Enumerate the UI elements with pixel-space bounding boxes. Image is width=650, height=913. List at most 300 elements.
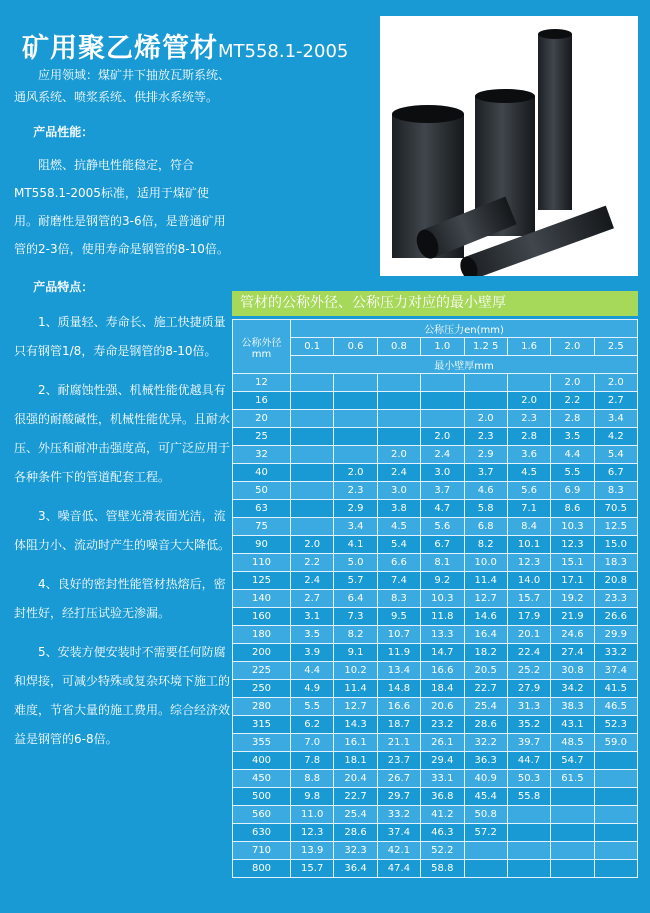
od-cell: 75	[233, 518, 291, 536]
thickness-cell: 39.7	[507, 734, 550, 752]
thickness-cell: 58.8	[421, 860, 464, 878]
thickness-cell	[594, 752, 637, 770]
thickness-cell	[594, 860, 637, 878]
thickness-cell: 8.8	[291, 770, 334, 788]
thickness-cell: 23.7	[377, 752, 420, 770]
thickness-cell: 16.1	[334, 734, 377, 752]
pipe-product-photo	[380, 16, 638, 276]
thickness-cell: 11.4	[334, 680, 377, 698]
od-cell: 630	[233, 824, 291, 842]
thickness-cell: 6.6	[377, 554, 420, 572]
thickness-cell: 11.4	[464, 572, 507, 590]
thickness-cell: 2.7	[291, 590, 334, 608]
thickness-cell: 2.8	[507, 428, 550, 446]
thickness-cell	[291, 464, 334, 482]
od-cell: 710	[233, 842, 291, 860]
pressure-value: 1.6	[507, 338, 550, 356]
od-cell: 40	[233, 464, 291, 482]
wall-thickness-table	[232, 319, 638, 878]
thickness-cell	[464, 860, 507, 878]
thickness-cell: 3.7	[464, 464, 507, 482]
thickness-cell: 24.6	[551, 626, 594, 644]
thickness-cell: 2.2	[551, 392, 594, 410]
table-row	[233, 626, 638, 644]
table-row	[233, 662, 638, 680]
thickness-cell: 2.9	[464, 446, 507, 464]
od-cell: 315	[233, 716, 291, 734]
thickness-cell: 3.9	[291, 644, 334, 662]
pressure-value: 0.6	[334, 338, 377, 356]
thickness-cell: 6.4	[334, 590, 377, 608]
thickness-cell	[291, 392, 334, 410]
thickness-cell	[507, 860, 550, 878]
thickness-cell: 27.4	[551, 644, 594, 662]
thickness-cell: 6.7	[421, 536, 464, 554]
pressure-value: 1.0	[421, 338, 464, 356]
thickness-cell: 3.4	[594, 410, 637, 428]
pressure-header: 公称压力en(mm)	[291, 320, 638, 338]
thickness-cell: 2.0	[507, 392, 550, 410]
thickness-cell: 14.3	[334, 716, 377, 734]
thickness-cell: 5.5	[291, 698, 334, 716]
thickness-cell: 10.1	[507, 536, 550, 554]
thickness-cell: 10.2	[334, 662, 377, 680]
thickness-cell: 5.4	[377, 536, 420, 554]
thickness-cell: 54.7	[551, 752, 594, 770]
thickness-cell: 46.3	[421, 824, 464, 842]
thickness-cell	[551, 824, 594, 842]
thickness-cell: 29.4	[421, 752, 464, 770]
table-row	[233, 824, 638, 842]
thickness-cell: 13.4	[377, 662, 420, 680]
thickness-cell: 25.4	[334, 806, 377, 824]
od-cell: 32	[233, 446, 291, 464]
od-cell: 560	[233, 806, 291, 824]
od-cell: 160	[233, 608, 291, 626]
thickness-cell	[594, 770, 637, 788]
table-row	[233, 698, 638, 716]
thickness-cell: 21.9	[551, 608, 594, 626]
table-row	[233, 518, 638, 536]
thickness-cell: 13.9	[291, 842, 334, 860]
thickness-cell: 11.9	[377, 644, 420, 662]
thickness-cell: 2.7	[594, 392, 637, 410]
od-cell: 12	[233, 374, 291, 392]
thickness-cell: 37.4	[594, 662, 637, 680]
thickness-cell	[291, 410, 334, 428]
table-row	[233, 806, 638, 824]
thickness-cell: 15.7	[291, 860, 334, 878]
thickness-cell: 32.2	[464, 734, 507, 752]
thickness-cell: 18.7	[377, 716, 420, 734]
thickness-cell: 44.7	[507, 752, 550, 770]
thickness-cell: 9.2	[421, 572, 464, 590]
thickness-cell	[334, 428, 377, 446]
thickness-cell: 6.9	[551, 482, 594, 500]
table-row	[233, 752, 638, 770]
thickness-cell	[507, 842, 550, 860]
thickness-cell: 2.0	[334, 464, 377, 482]
performance-text: 阻燃、抗静电性能稳定，符合MT558.1-2005标准，适用于煤矿使用。耐磨性是钢管的3-6倍，是普通矿用管的2-3倍，使用寿命是钢管的8-10倍。	[14, 158, 229, 256]
thickness-cell: 7.3	[334, 608, 377, 626]
thickness-cell: 15.7	[507, 590, 550, 608]
feature-5: 5、安装方便安装时不需要任何防腐和焊接，可减少特殊或复杂环境下施工的难度，节省大量的施工费用。综合经济效益是钢管的6-8倍。	[14, 645, 231, 746]
thickness-cell: 22.7	[334, 788, 377, 806]
thickness-cell: 8.2	[334, 626, 377, 644]
thickness-cell: 5.6	[421, 518, 464, 536]
thickness-cell: 2.3	[507, 410, 550, 428]
od-cell: 140	[233, 590, 291, 608]
thickness-cell: 7.4	[377, 572, 420, 590]
thickness-cell	[507, 374, 550, 392]
thickness-cell: 12.7	[464, 590, 507, 608]
thickness-cell: 6.8	[464, 518, 507, 536]
thickness-cell: 21.1	[377, 734, 420, 752]
thickness-cell: 2.0	[464, 410, 507, 428]
thickness-cell: 28.6	[334, 824, 377, 842]
table-row	[233, 392, 638, 410]
od-cell: 400	[233, 752, 291, 770]
od-cell: 110	[233, 554, 291, 572]
od-cell: 200	[233, 644, 291, 662]
thickness-cell	[594, 842, 637, 860]
thickness-cell: 41.2	[421, 806, 464, 824]
thickness-cell: 33.1	[421, 770, 464, 788]
feature-1: 1、质量轻、寿命长、施工快捷质量只有钢管1/8，寿命是钢管的8-10倍。	[14, 315, 226, 358]
thickness-cell	[551, 788, 594, 806]
od-header-cell	[233, 320, 291, 374]
od-cell: 180	[233, 626, 291, 644]
thickness-cell: 57.2	[464, 824, 507, 842]
thickness-cell: 20.6	[421, 698, 464, 716]
thickness-cell: 5.7	[334, 572, 377, 590]
thickness-cell: 52.2	[421, 842, 464, 860]
thickness-cell: 4.6	[464, 482, 507, 500]
performance-heading: 产品性能：	[33, 125, 94, 139]
feature-3: 3、噪音低、管壁光滑表面光洁，流体阻力小、流动时产生的噪音大大降低。	[14, 509, 231, 552]
od-cell: 450	[233, 770, 291, 788]
thickness-cell: 30.8	[551, 662, 594, 680]
feature-2: 2、耐腐蚀性强、机械性能优越具有很强的耐酸碱性，机械性能优异。且耐水压、外压和耐冲击强度高，可广泛应用于各种条件下的管道配套工程。	[14, 383, 231, 484]
thickness-cell	[507, 806, 550, 824]
thickness-cell	[464, 374, 507, 392]
thickness-cell: 25.4	[464, 698, 507, 716]
thickness-cell: 47.4	[377, 860, 420, 878]
thickness-cell: 2.0	[421, 428, 464, 446]
thickness-cell: 48.5	[551, 734, 594, 752]
thickness-cell: 20.8	[594, 572, 637, 590]
thickness-cell: 4.4	[551, 446, 594, 464]
table-row	[233, 608, 638, 626]
thickness-cell	[291, 428, 334, 446]
table-row	[233, 716, 638, 734]
thickness-cell	[377, 392, 420, 410]
thickness-cell: 32.3	[334, 842, 377, 860]
thickness-cell: 36.8	[421, 788, 464, 806]
thickness-cell: 5.8	[464, 500, 507, 518]
thickness-cell: 10.0	[464, 554, 507, 572]
thickness-cell	[334, 374, 377, 392]
thickness-cell: 5.4	[594, 446, 637, 464]
thickness-cell: 2.3	[334, 482, 377, 500]
thickness-cell	[594, 824, 637, 842]
pressure-value: 1.2 5	[464, 338, 507, 356]
thickness-cell: 20.4	[334, 770, 377, 788]
application-text: 应用领域：煤矿井下抽放瓦斯系统、通风系统、喷浆系统、供排水系统等。	[14, 68, 231, 104]
thickness-cell: 52.3	[594, 716, 637, 734]
thickness-cell: 3.6	[507, 446, 550, 464]
table-row	[233, 680, 638, 698]
thickness-cell	[377, 428, 420, 446]
pressure-value: 2.5	[594, 338, 637, 356]
od-cell: 225	[233, 662, 291, 680]
thickness-cell: 3.0	[377, 482, 420, 500]
thickness-cell: 29.7	[377, 788, 420, 806]
od-cell: 125	[233, 572, 291, 590]
thickness-cell	[291, 374, 334, 392]
thickness-cell	[551, 860, 594, 878]
thickness-cell	[551, 842, 594, 860]
thickness-cell: 8.6	[551, 500, 594, 518]
thickness-cell: 4.5	[507, 464, 550, 482]
thickness-cell: 29.9	[594, 626, 637, 644]
table-row	[233, 374, 638, 392]
thickness-cell: 11.0	[291, 806, 334, 824]
thickness-cell: 2.0	[377, 446, 420, 464]
pressure-value: 0.1	[291, 338, 334, 356]
thickness-cell: 10.7	[377, 626, 420, 644]
thickness-cell	[551, 806, 594, 824]
thickness-cell: 7.8	[291, 752, 334, 770]
thickness-cell: 8.4	[507, 518, 550, 536]
table-row	[233, 644, 638, 662]
od-cell: 250	[233, 680, 291, 698]
table-row	[233, 770, 638, 788]
thickness-cell: 8.3	[594, 482, 637, 500]
thickness-cell: 4.4	[291, 662, 334, 680]
table-header-row	[233, 320, 638, 338]
thickness-cell: 2.2	[291, 554, 334, 572]
table-row	[233, 572, 638, 590]
thickness-cell	[377, 374, 420, 392]
thickness-cell: 31.3	[507, 698, 550, 716]
table-row	[233, 464, 638, 482]
od-cell: 16	[233, 392, 291, 410]
thickness-cell: 6.7	[594, 464, 637, 482]
thickness-cell: 7.0	[291, 734, 334, 752]
thickness-cell: 18.3	[594, 554, 637, 572]
thickness-cell: 4.5	[377, 518, 420, 536]
thickness-cell: 40.9	[464, 770, 507, 788]
thickness-cell	[421, 410, 464, 428]
thickness-cell	[291, 446, 334, 464]
table-row	[233, 860, 638, 878]
thickness-cell	[464, 392, 507, 410]
thickness-cell: 14.8	[377, 680, 420, 698]
table-row	[233, 788, 638, 806]
thickness-cell: 2.9	[334, 500, 377, 518]
page-title	[22, 26, 348, 65]
thickness-cell: 17.1	[551, 572, 594, 590]
product-description	[14, 64, 232, 754]
thickness-cell: 12.3	[291, 824, 334, 842]
thickness-cell: 16.4	[464, 626, 507, 644]
thickness-cell: 5.6	[507, 482, 550, 500]
thickness-cell: 3.7	[421, 482, 464, 500]
thickness-cell: 50.3	[507, 770, 550, 788]
thickness-cell	[334, 392, 377, 410]
thickness-cell: 19.2	[551, 590, 594, 608]
od-cell: 20	[233, 410, 291, 428]
table-row	[233, 482, 638, 500]
table-row	[233, 410, 638, 428]
table-row	[233, 446, 638, 464]
od-cell: 50	[233, 482, 291, 500]
thickness-cell: 26.6	[594, 608, 637, 626]
thickness-cell: 5.0	[334, 554, 377, 572]
thickness-cell: 4.9	[291, 680, 334, 698]
thickness-header-row	[233, 356, 638, 374]
thickness-cell: 27.9	[507, 680, 550, 698]
thickness-cell: 17.9	[507, 608, 550, 626]
thickness-cell: 4.1	[334, 536, 377, 554]
pipes-illustration	[380, 16, 638, 276]
thickness-cell	[334, 446, 377, 464]
table-row	[233, 536, 638, 554]
thickness-cell: 55.8	[507, 788, 550, 806]
od-cell: 500	[233, 788, 291, 806]
table-row	[233, 590, 638, 608]
thickness-cell	[291, 482, 334, 500]
thickness-cell: 3.4	[334, 518, 377, 536]
thickness-cell: 4.7	[421, 500, 464, 518]
thickness-cell: 16.6	[421, 662, 464, 680]
od-unit: mm	[251, 348, 272, 360]
thickness-cell: 7.1	[507, 500, 550, 518]
thickness-cell	[291, 500, 334, 518]
thickness-cell: 23.3	[594, 590, 637, 608]
thickness-cell: 26.1	[421, 734, 464, 752]
thickness-cell: 2.4	[291, 572, 334, 590]
thickness-cell: 18.1	[334, 752, 377, 770]
thickness-cell: 25.2	[507, 662, 550, 680]
thickness-cell: 8.3	[377, 590, 420, 608]
od-cell: 63	[233, 500, 291, 518]
thickness-cell: 12.3	[507, 554, 550, 572]
thickness-cell: 9.5	[377, 608, 420, 626]
thickness-cell: 20.1	[507, 626, 550, 644]
thickness-cell	[334, 410, 377, 428]
thickness-cell: 61.5	[551, 770, 594, 788]
thickness-cell: 5.5	[551, 464, 594, 482]
thickness-cell: 10.3	[551, 518, 594, 536]
thickness-cell: 6.2	[291, 716, 334, 734]
table-row	[233, 554, 638, 572]
thickness-cell: 10.3	[421, 590, 464, 608]
thickness-cell: 3.8	[377, 500, 420, 518]
thickness-cell: 8.1	[421, 554, 464, 572]
thickness-cell: 18.4	[421, 680, 464, 698]
thickness-cell: 70.5	[594, 500, 637, 518]
table-row	[233, 428, 638, 446]
thickness-cell: 16.6	[377, 698, 420, 716]
thickness-cell	[291, 518, 334, 536]
thickness-cell: 42.1	[377, 842, 420, 860]
table-row	[233, 734, 638, 752]
feature-4: 4、良好的密封性能管材热熔后，密封性好，经打压试验无渗漏。	[14, 577, 226, 620]
thickness-cell: 2.3	[464, 428, 507, 446]
thickness-cell: 14.7	[421, 644, 464, 662]
thickness-cell: 46.5	[594, 698, 637, 716]
thickness-cell: 26.7	[377, 770, 420, 788]
pressure-row	[233, 338, 638, 356]
thickness-cell: 12.5	[594, 518, 637, 536]
thickness-cell: 12.3	[551, 536, 594, 554]
od-header: 公称外径	[241, 337, 282, 349]
thickness-cell: 22.7	[464, 680, 507, 698]
od-cell: 800	[233, 860, 291, 878]
thickness-cell	[464, 842, 507, 860]
thickness-cell: 14.6	[464, 608, 507, 626]
thickness-cell: 59.0	[594, 734, 637, 752]
thickness-cell: 22.4	[507, 644, 550, 662]
thickness-cell: 15.0	[594, 536, 637, 554]
thickness-cell: 18.2	[464, 644, 507, 662]
title-standard: MT558.1-2005	[218, 41, 349, 62]
thickness-cell: 2.4	[421, 446, 464, 464]
thickness-cell: 36.4	[334, 860, 377, 878]
thickness-cell: 36.3	[464, 752, 507, 770]
thickness-cell: 34.2	[551, 680, 594, 698]
thickness-cell	[421, 392, 464, 410]
thickness-cell: 14.0	[507, 572, 550, 590]
thickness-cell: 8.2	[464, 536, 507, 554]
od-cell: 90	[233, 536, 291, 554]
thickness-cell	[594, 806, 637, 824]
pressure-value: 0.8	[377, 338, 420, 356]
thickness-cell: 3.1	[291, 608, 334, 626]
table-row	[233, 842, 638, 860]
thickness-cell: 43.1	[551, 716, 594, 734]
title-main: 矿用聚乙烯管材	[22, 33, 218, 64]
thickness-cell: 28.6	[464, 716, 507, 734]
thickness-cell: 41.5	[594, 680, 637, 698]
thickness-cell	[594, 788, 637, 806]
thickness-cell: 38.3	[551, 698, 594, 716]
thickness-cell	[421, 374, 464, 392]
thickness-cell: 20.5	[464, 662, 507, 680]
od-cell: 280	[233, 698, 291, 716]
od-cell: 25	[233, 428, 291, 446]
od-cell: 355	[233, 734, 291, 752]
table-row	[233, 500, 638, 518]
thickness-cell: 2.0	[594, 374, 637, 392]
thickness-cell: 45.4	[464, 788, 507, 806]
thickness-header: 最小壁厚mm	[291, 356, 638, 374]
features-heading: 产品特点：	[33, 280, 94, 294]
thickness-cell: 11.8	[421, 608, 464, 626]
thickness-cell: 4.2	[594, 428, 637, 446]
thickness-cell: 23.2	[421, 716, 464, 734]
thickness-cell: 9.1	[334, 644, 377, 662]
thickness-cell: 33.2	[594, 644, 637, 662]
thickness-cell	[377, 410, 420, 428]
pressure-value: 2.0	[551, 338, 594, 356]
thickness-cell: 33.2	[377, 806, 420, 824]
thickness-cell: 3.5	[291, 626, 334, 644]
thickness-cell	[507, 824, 550, 842]
thickness-cell: 13.3	[421, 626, 464, 644]
